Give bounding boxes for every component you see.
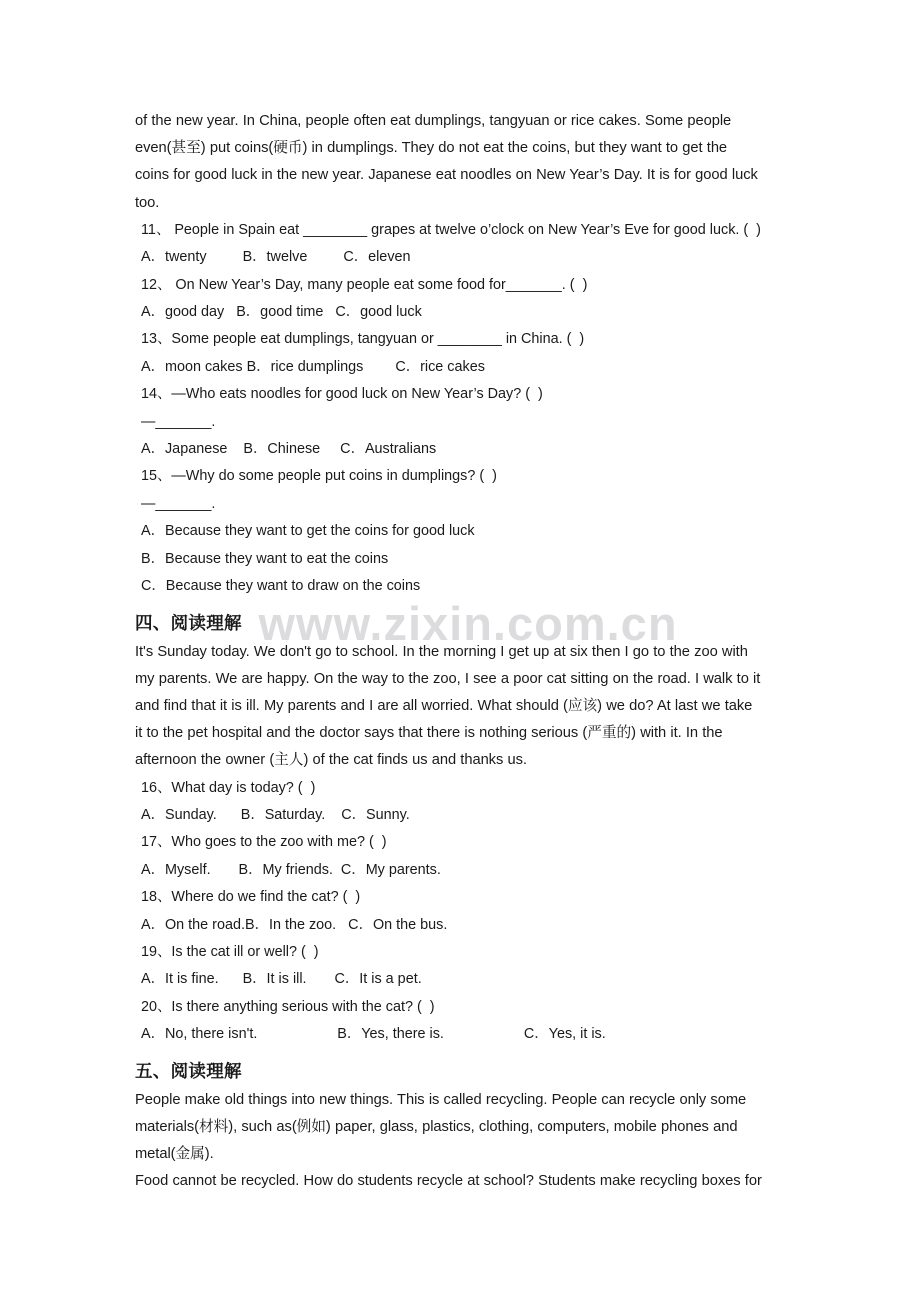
question-stem: 15、—Why do some people put coins in dumplings? ( ) [141,468,497,485]
question-item [135,217,780,272]
question-options[interactable]: A．good day B．good time C．good luck [141,304,422,321]
passage-line: Food cannot be recycled. How do students recycle at school? Students make recycling boxes for [135,1173,762,1190]
question-stem: 13、Some people eat dumplings, tangyuan or ________ in China. ( ) [141,331,585,348]
question-stem: 12、 On New Year’s Day, many people eat some food for_______. ( ) [141,276,588,293]
question-stem: 14、—Who eats noodles for good luck on New Year’s Day? ( ) [141,386,543,403]
passage-top-line: even(甚至) put coins(硬币) in dumplings. They do not eat the coins, but they want to get the [135,140,728,157]
watermark-text: www.zixin.com.cn [258,597,678,650]
question-answer-blank: —_______. [141,413,216,430]
question-item [135,326,780,381]
question-stem: 18、Where do we find the cat? ( ) [141,889,361,906]
section-heading-five: 五、阅读理解 [135,1061,242,1082]
question-item [135,381,780,463]
question-item [135,829,780,884]
question-item [135,463,780,600]
passage-line: it to the pet hospital and the doctor says that there is nothing serious (严重的) with it. In the [135,725,723,742]
question-stem: 17、Who goes to the zoo with me? ( ) [141,834,387,851]
passage-section-five [135,1087,780,1196]
question-options[interactable]: A．On the road.B．In the zoo. C．On the bus. [141,916,448,933]
question-stem: 11、 People in Spain eat ________ grapes at twelve o’clock on New Year’s Eve for good luck. ( ) [141,221,761,238]
question-item [135,272,780,327]
question-options[interactable]: A．Sunday. B．Saturday. C．Sunny. [141,806,410,823]
passage-top-line: coins for good luck in the new year. Japanese eat noodles on New Year’s Day. It is for good luck [135,167,758,184]
document-content [135,108,780,1195]
question-options[interactable]: A．Myself. B．My friends. C．My parents. [141,861,441,878]
section-heading-four: 四、阅读理解 [135,613,242,634]
question-options[interactable]: A．moon cakes B．rice dumplings C．rice cakes [141,358,485,375]
passage-line: People make old things into new things. This is called recycling. People can recycle only some [135,1091,747,1108]
question-options[interactable]: A．It is fine. B．It is ill. C．It is a pet. [141,971,422,988]
question-option[interactable]: C．Because they want to draw on the coins [141,578,421,595]
passage-line: my parents. We are happy. On the way to the zoo, I see a poor cat sitting on the road. I walk to it [135,670,761,687]
question-item [135,884,780,939]
question-stem: 20、Is there anything serious with the cat? ( ) [141,998,435,1015]
question-item [135,994,780,1049]
question-option[interactable]: A．Because they want to get the coins for good luck [141,523,475,540]
question-options[interactable]: A．twenty B．twelve C．eleven [141,249,411,266]
passage-section-four [135,639,780,775]
question-item [135,775,780,830]
passage-line: materials(材料), such as(例如) paper, glass, plastics, clothing, computers, mobile phones and [135,1118,738,1135]
passage-line: afternoon the owner (主人) of the cat finds us and thanks us. [135,752,527,769]
passage-top-line: of the new year. In China, people often eat dumplings, tangyuan or rice cakes. Some people [135,113,732,129]
question-item [135,939,780,994]
passage-line: and find that it is ill. My parents and I are all worried. What should (应该) we do? At last we take [135,697,753,714]
passage-top [135,108,780,217]
question-stem: 16、What day is today? ( ) [141,779,316,796]
question-answer-blank: —_______. [141,495,216,512]
question-options[interactable]: A．No, there isn't. B．Yes, there is. C．Yes, it is. [141,1026,606,1043]
passage-line: It's Sunday today. We don't go to school. In the morning I get up at six then I go to the zoo with [135,643,748,660]
passage-line: metal(金属). [135,1145,214,1162]
question-option[interactable]: B．Because they want to eat the coins [141,550,389,567]
passage-top-line: too. [135,194,160,211]
question-options[interactable]: A．Japanese B．Chinese C．Australians [141,441,437,458]
question-stem: 19、Is the cat ill or well? ( ) [141,943,319,960]
